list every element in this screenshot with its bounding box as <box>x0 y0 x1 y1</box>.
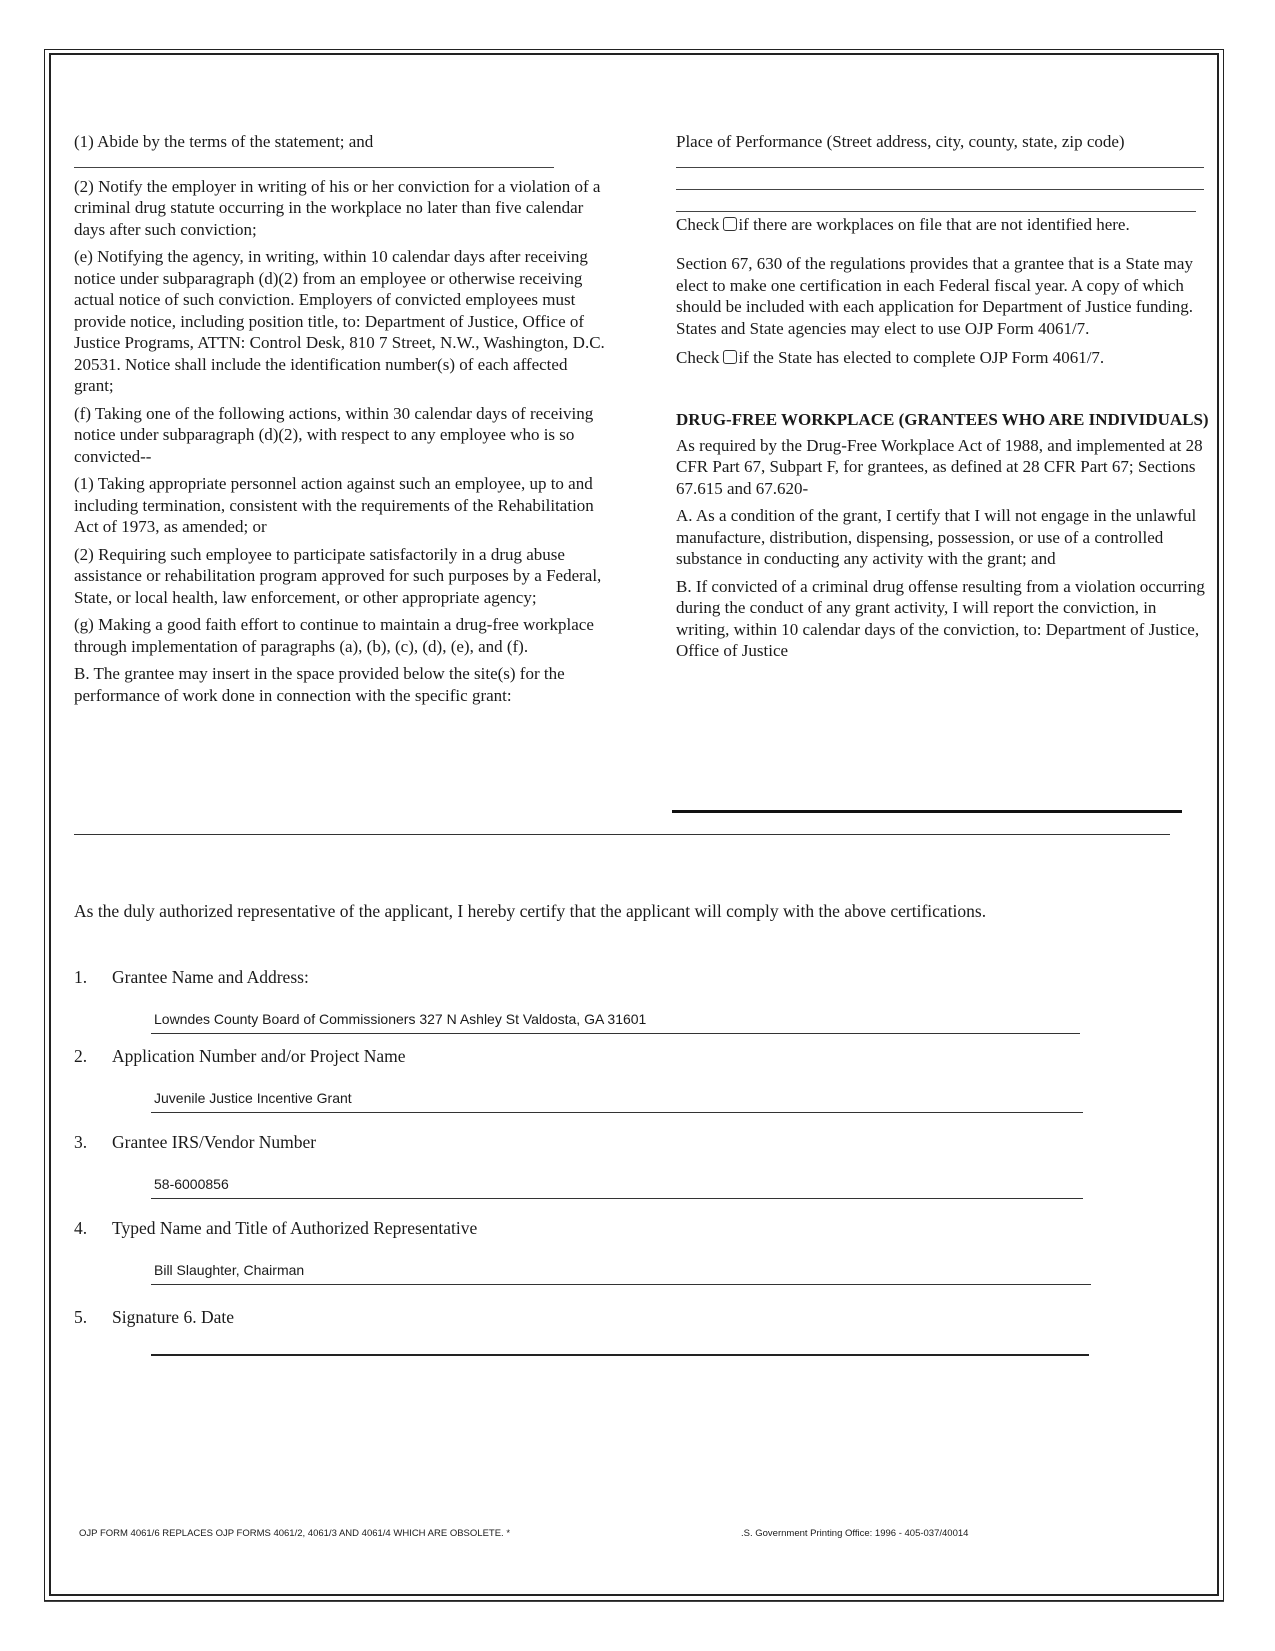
field-5-label: 5. Signature 6. Date <box>74 1307 234 1327</box>
check-workplaces-on-file: Check if there are workplaces on file that are not identified here. <box>676 214 1130 234</box>
personnel-action-clause: (1) Taking appropriate personnel action against such an employee, up to and including termination, consistent with the requirements of the Rehabilitation Act of 1973, as amended; or <box>74 474 594 536</box>
left-divider <box>74 167 554 168</box>
notify-employer-clause: (2) Notify the employer in writing of his or her conviction for a violation of a criminal drug statute occurring in the workplace no later than five calendar days after such conviction; <box>74 176 601 239</box>
state-certification-text: Section 67, 630 of the regulations provides that a grantee that is a State may elect to make one certification in each Federal fiscal year. A copy of which should be included with each application for Department of Justice funding. States and State agencies may elect to use OJP Form 4061/7. <box>676 254 1193 338</box>
vendor-number-field[interactable]: 58-6000856 <box>154 1176 229 1192</box>
notify-agency-clause: (e) Notifying the agency, in writing, within 10 calendar days after receiving notice under subparagraph (d)(2) from an employee or otherwise receiving actual notice of such conviction. Employers of convicted employees must provide notice, including position title, to: Department of Justice, Office of Justice Programs, ATTN: Control Desk, 810 7 Street, N.W., Washington, D.C. 20531. Notice shall include the identification number(s) of each affected grant; <box>74 247 605 395</box>
act-requirement-text: As required by the Drug-Free Workplace Act of 1988, and implemented at 28 CFR Part 67, Subpart F, for grantees, as defined at 28 CFR Part 67; Sections 67.615 and 67.620- <box>676 435 1203 498</box>
signature-line[interactable] <box>151 1354 1089 1356</box>
right-column <box>676 131 1211 668</box>
certification-statement: As the duly authorized representative of the applicant, I hereby certify that the applicant will comply with the above certifications. <box>74 901 987 921</box>
printing-office-footer: .S. Government Printing Office: 1996 - 405-037/40014 <box>741 1528 969 1539</box>
authorized-representative-field[interactable]: Bill Slaughter, Chairman <box>154 1262 305 1278</box>
place-of-performance-label: Place of Performance (Street address, city, county, state, zip code) <box>676 132 1125 151</box>
rehabilitation-clause: (2) Requiring such employee to participate satisfactorily in a drug abuse assistance or rehabilitation program approved for such purposes by a Federal, State, or local health, law enforcement, or other appropriate agency; <box>74 544 602 607</box>
good-faith-clause: (g) Making a good faith effort to continue to maintain a drug-free workplace through implementation of paragraphs (a), (b), (c), (d), (e), and (f). <box>74 615 594 656</box>
field-3-line <box>151 1198 1083 1199</box>
field-1-line <box>151 1033 1080 1034</box>
taking-actions-clause: (f) Taking one of the following actions, within 30 calendar days of receiving notice under subparagraph (d)(2), with respect to any employee who is so convicted-- <box>74 403 594 466</box>
abide-clause: (1) Abide by the terms of the statement; and <box>74 132 374 151</box>
site-insertion-clause: B. The grantee may insert in the space provided below the site(s) for the performance of work done in connection with the specific grant: <box>74 664 565 705</box>
field-2-line <box>151 1112 1083 1113</box>
condition-b-text: B. If convicted of a criminal drug offense resulting from a violation occurring during the conduct of any grant activity, I will report the conviction, in writing, within 10 calendar days of the conviction, to: Department of Justice, Office of Justice <box>676 576 1205 660</box>
field-1-label: 1. Grantee Name and Address: <box>74 967 309 987</box>
place-line-1[interactable] <box>676 167 1204 168</box>
grantee-name-address-field[interactable]: Lowndes County Board of Commissioners 327 N Ashley St Valdosta, GA 31601 <box>154 1011 647 1027</box>
field-2-label: 2. Application Number and/or Project Name <box>74 1046 406 1066</box>
check-state-elected: Check if the State has elected to complete OJP Form 4061/7. <box>676 348 1105 367</box>
form-number-footer: OJP FORM 4061/6 REPLACES OJP FORMS 4061/2, 4061/3 AND 4061/4 WHICH ARE OBSOLETE. * <box>79 1528 511 1539</box>
place-line-3[interactable] <box>676 211 1196 212</box>
left-column <box>74 131 609 712</box>
state-elected-checkbox[interactable] <box>723 350 737 364</box>
workplaces-checkbox[interactable] <box>723 217 737 231</box>
project-name-field[interactable]: Juvenile Justice Incentive Grant <box>154 1090 352 1106</box>
individuals-section-heading: DRUG-FREE WORKPLACE (GRANTEES WHO ARE INDIVIDUALS) <box>676 409 1209 429</box>
place-line-2[interactable] <box>676 189 1204 190</box>
right-column-bottom-rule <box>672 810 1182 813</box>
field-4-label: 4. Typed Name and Title of Authorized Representative <box>74 1218 478 1238</box>
condition-a-text: A. As a condition of the grant, I certify that I will not engage in the unlawful manufacture, distribution, dispensing, possession, or use of a controlled substance in conducting any activity with the grant; and <box>676 506 1197 568</box>
section-divider <box>74 834 1170 835</box>
field-4-line <box>151 1284 1091 1285</box>
field-3-label: 3. Grantee IRS/Vendor Number <box>74 1132 317 1152</box>
page-border-bottom-rule <box>44 1601 1224 1602</box>
